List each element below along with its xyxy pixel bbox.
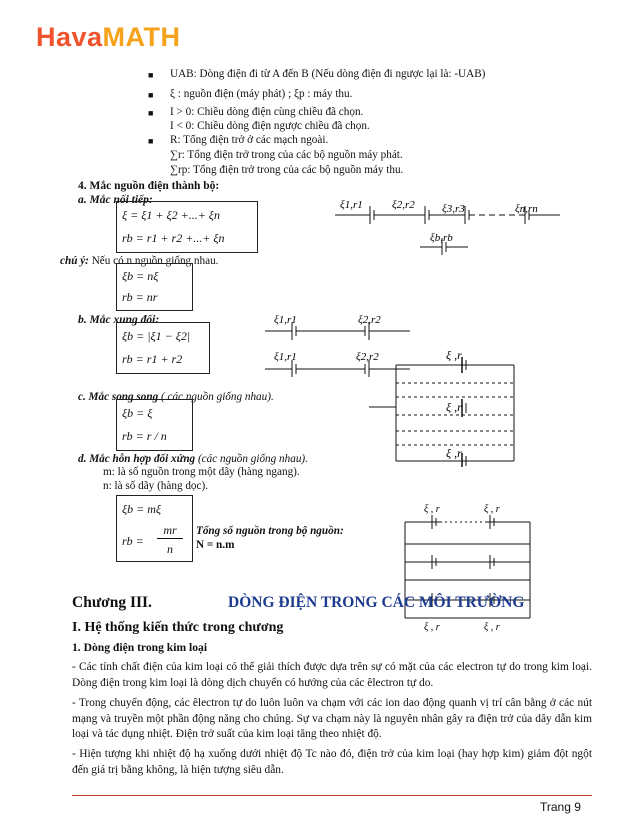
mixed-cell-bottom-left-label: ξ , r [424, 622, 440, 633]
bullet-i-positive: I > 0: Chiều dòng điện cùng chiều đã chọn. [170, 106, 364, 118]
total-cells-formula: N = n.m [196, 539, 235, 551]
opposing-r-formula: rb = r1 + r2 [122, 352, 183, 366]
opposing-cell-1b-label: ξ1,r1 [274, 351, 297, 363]
mixed-r-numerator: mr [157, 523, 183, 539]
opposing-cell-2-label: ξ2,r2 [358, 314, 381, 326]
parallel-r-formula: rb = r / n [122, 429, 167, 443]
bullet-r: R: Tổng điện trở ở các mạch ngoài. [170, 134, 329, 146]
series-formula-box [116, 201, 258, 253]
series-cell-2-label: ξ2,r2 [392, 199, 415, 211]
series-emf-formula: ξ = ξ1 + ξ2 +...+ ξn [122, 208, 220, 222]
paragraph-2: - Trong chuyển động, các êlectron tự do luôn luôn va chạm với các ion dao động quanh vị trí cân bằng ở các nút mạng và truyền một phần động năng cho chúng. Sự va chạm này là nguyên nhân gây ra điện trở của dây dẫn kim loại và tác dụng nhiệt. Điện trở suất của kim loại tăng theo nhiệt độ. [72, 697, 592, 740]
mixed-cell-top-right-label: ξ , r [484, 504, 500, 515]
parallel-formula-box [116, 399, 193, 451]
series-cell-3-label: ξ3,r3 [442, 203, 465, 215]
paragraph-3: - Hiện tượng khi nhiệt độ hạ xuống dưới nhiệt độ Tc nào đó, điện trở của kim loại (hay hợp kim) giảm đột ngột đến giá trị bằng không, là hiện tượng siêu dẫn. [72, 748, 592, 776]
bullet-square-icon: ■ [148, 90, 154, 100]
parallel-note: ( các nguồn giống nhau). [158, 391, 274, 403]
series-circuit-diagram [330, 195, 570, 255]
note-text: Nếu có n nguồn giống nhau. [88, 255, 219, 267]
opposing-formula-box [116, 322, 210, 374]
identical-emf-formula: ξb = nξ [122, 269, 159, 283]
bullet-i-negative: I < 0: Chiều dòng điện ngược chiều đã chọn. [170, 120, 370, 132]
series-heading: a. Mắc nối tiếp: [78, 194, 153, 206]
parallel-circuit-diagram [364, 345, 524, 467]
series-cell-b-label: ξb,rb [430, 232, 453, 244]
parallel-cell-3-label: ξ ,r [446, 446, 462, 460]
chapter-number: Chương III. [72, 594, 152, 611]
parallel-emf-formula: ξb = ξ [122, 406, 153, 420]
note-label: chú ý: [60, 255, 89, 267]
opposing-cell-1-label: ξ1,r1 [274, 314, 297, 326]
bullet-square-icon: ■ [148, 108, 154, 118]
logo-hava: Hava [36, 22, 103, 52]
subsection-1-heading: 1. Dòng điện trong kim loại [72, 641, 208, 654]
parallel-label: c. Mắc song song [78, 391, 159, 403]
paragraph-1: - Các tính chất điện của kim loại có thể giải thích được dựa trên sự có mặt của các electron tự do trong kim loại. Dòng điện trong kim loại là dòng dịch chuyển có hướng của các êlectron tự do. [72, 661, 592, 689]
havamath-logo [36, 22, 181, 53]
section-1-heading: I. Hệ thống kiến thức trong chương [72, 620, 284, 635]
total-cells-label: Tổng số nguồn trong bộ nguồn: [196, 525, 344, 537]
series-r-formula: rb = r1 + r2 +...+ ξn [122, 231, 225, 245]
chapter-title: DÒNG ĐIỆN TRONG CÁC MÔI TRƯỜNG [228, 594, 525, 611]
mixed-heading [78, 452, 308, 466]
mixed-n-def: n: là số dãy (hàng dọc). [103, 480, 209, 492]
bullet-emf: ξ : nguồn điện (máy phát) ; ξp : máy thu. [170, 88, 353, 100]
bullet-square-icon: ■ [148, 70, 154, 80]
section-4-heading: 4. Mắc nguồn điện thành bộ: [78, 180, 220, 192]
mixed-label: d. Mắc hỗn hợp đối xứng [78, 453, 196, 465]
opposing-emf-formula: ξb = |ξ1 − ξ2| [122, 329, 191, 343]
logo-math: MATH [102, 22, 181, 52]
series-cell-n-label: ξn,rn [515, 203, 538, 215]
opposing-heading: b. Mắc xung đối: [78, 314, 160, 326]
mixed-emf-formula: ξb = mξ [122, 502, 162, 516]
footer-divider [72, 795, 592, 796]
mixed-r-denominator: n [167, 542, 173, 556]
parallel-cell-2-label: ξ ,r [446, 400, 462, 414]
mixed-note: (các nguồn giống nhau). [195, 453, 308, 465]
bullet-sum-rp: ∑rp: Tổng điện trở trong của các bộ nguồn máy thu. [170, 164, 404, 176]
identical-r-formula: rb = nr [122, 290, 158, 304]
page-number: Trang 9 [540, 800, 581, 814]
parallel-cell-1-label: ξ ,r [446, 348, 462, 362]
mixed-cell-bottom-right-label: ξ , r [484, 622, 500, 633]
bullet-square-icon: ■ [148, 136, 154, 146]
mixed-circuit-diagram [400, 500, 540, 635]
opposing-cell-2b-label: ξ2,r2 [356, 351, 379, 363]
mixed-r-left: rb = [122, 534, 144, 548]
series-cell-1-label: ξ1,r1 [340, 199, 363, 211]
mixed-m-def: m: là số nguồn trong một dãy (hàng ngang). [103, 466, 300, 478]
bullet-uab: UAB: Dòng điện đi từ A đến B (Nếu dòng điện đi ngược lại là: -UAB) [170, 68, 486, 80]
identical-formula-box [116, 263, 193, 311]
mixed-cell-top-left-label: ξ , r [424, 504, 440, 515]
bullet-sum-r: ∑r: Tổng điện trở trong của các bộ nguồn máy phát. [170, 149, 403, 161]
mixed-formula-box [116, 495, 193, 562]
